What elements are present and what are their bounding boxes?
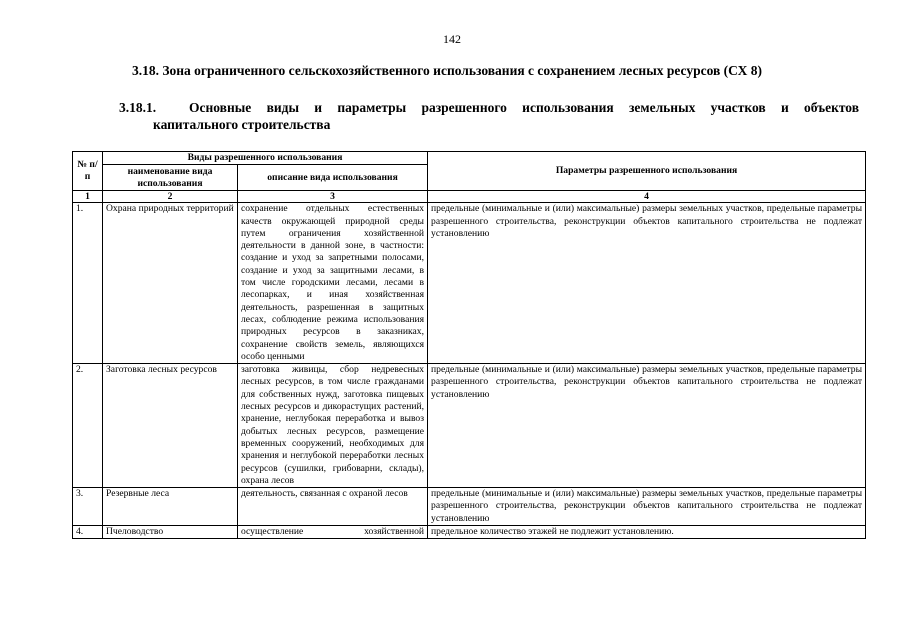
header-group: Виды разрешенного использования [103,152,428,165]
row-name: Пчеловодство [103,526,238,539]
page-number: 142 [443,32,461,46]
row-num: 4. [73,526,103,539]
header-name: наименование вида использования [103,165,238,191]
row-params: предельные (минимальные и (или) максимальные) размеры земельных участков, предельные параметры разрешенного строительства, реконструкции объектов капитального строительства не подлежат установлению [428,488,866,526]
subsection-heading-line1 [119,99,859,116]
subsection-heading [119,99,859,133]
row-name: Заготовка лесных ресурсов [103,364,238,488]
index-cell: 1 [73,191,103,203]
table-row [73,488,866,526]
index-cell: 4 [428,191,866,203]
row-params: предельное количество этажей не подлежит установлению. [428,526,866,539]
index-cell: 2 [103,191,238,203]
subsection-title-part1: Основные виды и параметры разрешенного использования земельных участков и объектов [189,100,859,115]
table-row [73,364,866,488]
row-desc: сохранение отдельных естественных качеств окружающей природной среды путем ограничения хозяйственной деятельности в данной зоне, в частности: создание и уход за запретными полосами, создание и уход за защитными лесами, в том числе городскими лесами, лесами в лесопарках, и иная хозяйственная деятельность, разрешенная в защитных лесах, соблюдение режима использования природных ресурсов в заказниках, сохранение свойств земель, являющихся особо ценными [238,203,428,364]
row-params: предельные (минимальные и (или) максимальные) размеры земельных участков, предельные параметры разрешенного строительства, реконструкции объектов капитального строительства не подлежат установлению [428,203,866,364]
row-params: предельные (минимальные и (или) максимальные) размеры земельных участков, предельные параметры разрешенного строительства, реконструкции объектов капитального строительства не подлежат установлению [428,364,866,488]
index-row [73,191,866,203]
row-num: 3. [73,488,103,526]
subsection-number: 3.18.1. [119,100,157,115]
table-row [73,203,866,364]
permitted-use-table [72,151,866,539]
header-params: Параметры разрешенного использования [428,152,866,191]
row-num: 1. [73,203,103,364]
row-desc: осуществление хозяйственной [238,526,428,539]
table-row [73,526,866,539]
row-desc: заготовка живицы, сбор недревесных лесных ресурсов, в том числе гражданами для собственных нужд, заготовка пищевых лесных ресурсов и дикорастущих растений, хранение, неглубокая переработка и вывоз добытых лесных ресурсов, размещение временных сооружений, необходимых для хранения и неглубокой переработки лесных ресурсов (сушилки, грибоварни, склады), охрана лесов [238,364,428,488]
header-num: № п/п [73,152,103,191]
subsection-title-part2: капитального строительства [153,117,331,132]
row-name: Резервные леса [103,488,238,526]
row-name: Охрана природных территорий [103,203,238,364]
row-desc: деятельность, связанная с охраной лесов [238,488,428,526]
section-heading: 3.18. Зона ограниченного сельскохозяйственного использования с сохранением лесных ресурсов (СХ 8) [132,63,762,78]
header-desc: описание вида использования [238,165,428,191]
row-num: 2. [73,364,103,488]
header-row-1 [73,152,866,165]
index-cell: 3 [238,191,428,203]
